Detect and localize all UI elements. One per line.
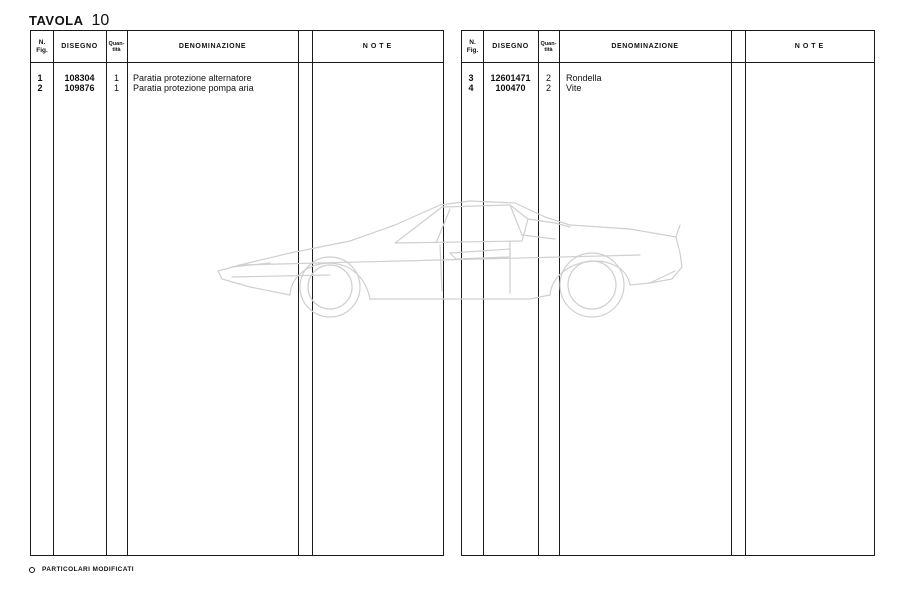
circle-marker-icon bbox=[29, 567, 35, 573]
table-row bbox=[31, 73, 443, 83]
header-note: NOTE bbox=[794, 42, 827, 50]
cell-n-fig: 2 bbox=[37, 83, 43, 93]
cell-quantita: 2 bbox=[545, 73, 551, 83]
header-quantita: Quan- tità bbox=[540, 40, 557, 53]
cell-disegno: 100470 bbox=[495, 83, 526, 93]
cell-n-fig: 4 bbox=[468, 83, 474, 93]
cell-n-fig: 1 bbox=[37, 73, 43, 83]
page-title bbox=[29, 12, 109, 30]
table-row bbox=[462, 73, 874, 83]
header-n-fig: N. Fig. bbox=[36, 38, 48, 54]
table-row bbox=[462, 83, 874, 93]
header-n-fig: N. Fig. bbox=[466, 38, 479, 54]
footer-legend bbox=[29, 566, 134, 573]
header-disegno: DISEGNO bbox=[492, 42, 529, 50]
table-row bbox=[31, 83, 443, 93]
title-label: TAVOLA bbox=[29, 13, 84, 28]
cell-quantita: 1 bbox=[113, 73, 119, 83]
header-denominazione: DENOMINAZIONE bbox=[611, 42, 679, 50]
header-quantita: Quan- tità bbox=[108, 40, 125, 53]
cell-disegno: 108304 bbox=[64, 73, 95, 83]
footer-text: PARTICOLARI MODIFICATI bbox=[42, 566, 134, 573]
cell-quantita: 2 bbox=[545, 83, 551, 93]
cell-quantita: 1 bbox=[113, 83, 119, 93]
car-silhouette-icon bbox=[210, 195, 690, 330]
header-denominazione: DENOMINAZIONE bbox=[178, 42, 247, 50]
cell-denominazione: Rondella bbox=[566, 73, 602, 83]
cell-disegno: 12601471 bbox=[490, 73, 531, 83]
cell-denominazione: Paratia protezione alternatore bbox=[133, 73, 252, 83]
header-disegno: DISEGNO bbox=[61, 42, 98, 50]
cell-n-fig: 3 bbox=[468, 73, 474, 83]
title-number: 10 bbox=[91, 12, 110, 29]
header-note: NOTE bbox=[362, 42, 395, 50]
cell-denominazione: Paratia protezione pompa aria bbox=[133, 83, 254, 93]
cell-disegno: 109876 bbox=[64, 83, 95, 93]
cell-denominazione: Vite bbox=[566, 83, 582, 93]
